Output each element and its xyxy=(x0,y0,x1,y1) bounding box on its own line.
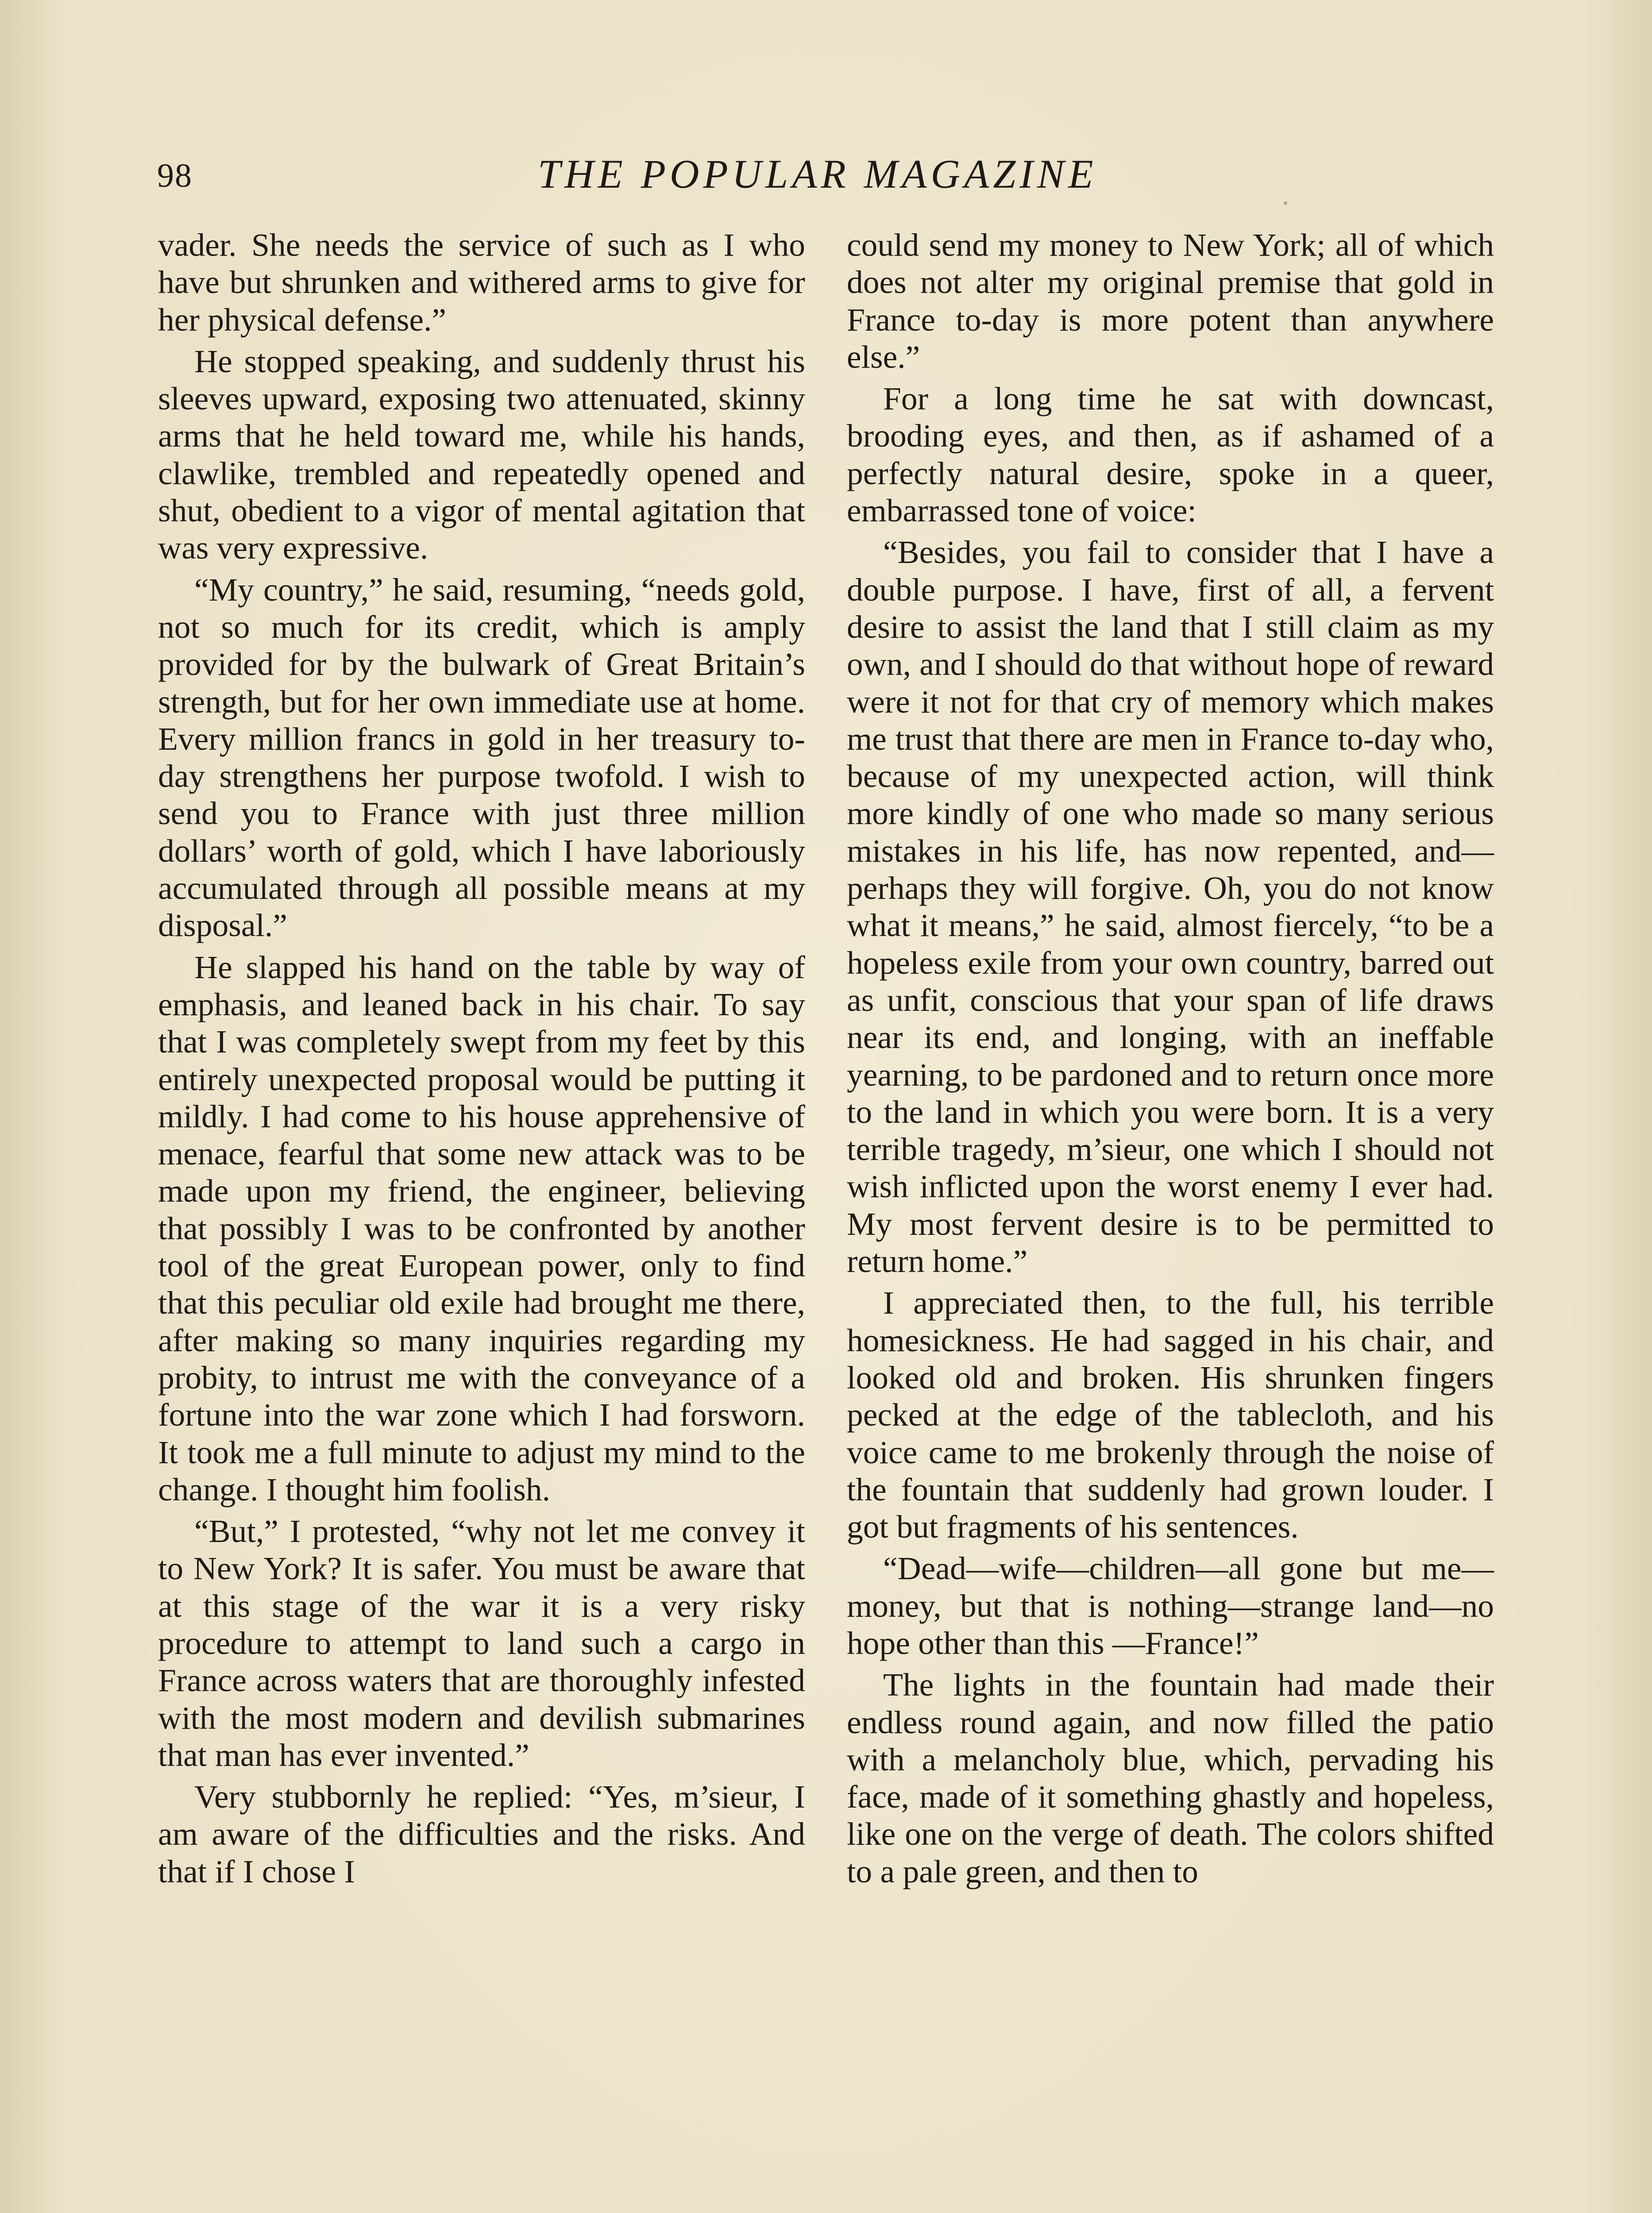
paragraph: “Dead—wife—children—all gone but me—money, but that is nothing—strange land—no hope other than this —France!” xyxy=(847,1550,1494,1661)
paragraph: Very stubbornly he replied: “Yes, m’sieur, I am aware of the difficulties and the risks. And that if I chose I xyxy=(158,1779,805,1889)
paragraph: vader. She needs the service of such as I who have but shrunken and withered arms to give for her physical defense.” xyxy=(158,227,805,338)
paragraph: could send my money to New York; all of which does not alter my original premise that gold in France to-day is more potent than anywhere else.” xyxy=(847,227,1494,375)
paragraph: The lights in the fountain had made their endless round again, and now filled the patio with a melancholy blue, which, pervading his face, made of it something ghastly and hopeless, like one on the verge of death. The colors shifted to a pale green, and then to xyxy=(847,1667,1494,1889)
page-number: 98 xyxy=(157,157,193,194)
paragraph: He slapped his hand on the table by way of emphasis, and leaned back in his chair. To say that I was completely swept from my feet by this entirely unexpected proposal would be putting it mildly. I had come to his house apprehensive of menace, fearful that some new attack was to be made upon my friend, the engineer, believing that possibly I was to be confronted by another tool of the great European power, only to find that this peculiar old exile had brought me there, after making so many inquiries regarding my probity, to intrust me with the conveyance of a fortune into the war zone which I had forsworn. It took me a full minute to adjust my mind to the change. I thought him foolish. xyxy=(158,949,805,1507)
page-header xyxy=(157,146,1494,204)
paragraph: “But,” I protested, “why not let me convey it to New York? It is safer. You must be aware that at this stage of the war it is a very risky procedure to attempt to land such a cargo in France across waters that are thoroughly infested with the most modern and devilish submarines that man has ever invented.” xyxy=(158,1513,805,1773)
paragraph: “Besides, you fail to consider that I have a double purpose. I have, first of all, a fervent desire to assist the land that I still claim as my own, and I should do that without hope of reward were it not for that cry of memory which makes me trust that there are men in France to-day who, because of my unexpected action, will think more kindly of one who made so many serious mistakes in his life, has now repented, and—perhaps they will forgive. Oh, you do not know what it means,” he said, almost fiercely, “to be a hopeless exile from your own country, barred out as unfit, conscious that your span of life draws near its end, and longing, with an ineffable yearning, to be pardoned and to return once more to the land in which you were born. It is a very terrible tragedy, m’sieur, one which I should not wish inflicted upon the worst enemy I ever had. My most fervent desire is to be permitted to return home.” xyxy=(847,534,1494,1280)
left-column xyxy=(158,227,805,1895)
paragraph: I appreciated then, to the full, his terrible homesickness. He had sagged in his chair, and looked old and broken. His shrunken fingers pecked at the edge of the tablecloth, and his voice came to me brokenly through the noise of the fountain that suddenly had grown louder. I got but fragments of his sentences. xyxy=(847,1285,1494,1545)
paper-speck xyxy=(1284,201,1287,205)
right-column xyxy=(847,227,1494,1895)
paragraph: “My country,” he said, resuming, “needs gold, not so much for its credit, which is amply provided for by the bulwark of Great Britain’s strength, but for her own immediate use at home. Every million francs in gold in her treasury to-day strengthens her purpose twofold. I wish to send you to France with just three million dollars’ worth of gold, which I have laboriously accumulated through all possible means at my disposal.” xyxy=(158,571,805,944)
paragraph: He stopped speaking, and suddenly thrust his sleeves upward, exposing two attenuated, skinny arms that he held toward me, while his hands, clawlike, trembled and repeatedly opened and shut, obedient to a vigor of mental agitation that was very expressive. xyxy=(158,343,805,566)
paragraph: For a long time he sat with downcast, brooding eyes, and then, as if ashamed of a perfectly natural desire, spoke in a queer, embarrassed tone of voice: xyxy=(847,381,1494,529)
running-title: THE POPULAR MAGAZINE xyxy=(538,151,1097,197)
paper-speck xyxy=(526,363,530,367)
